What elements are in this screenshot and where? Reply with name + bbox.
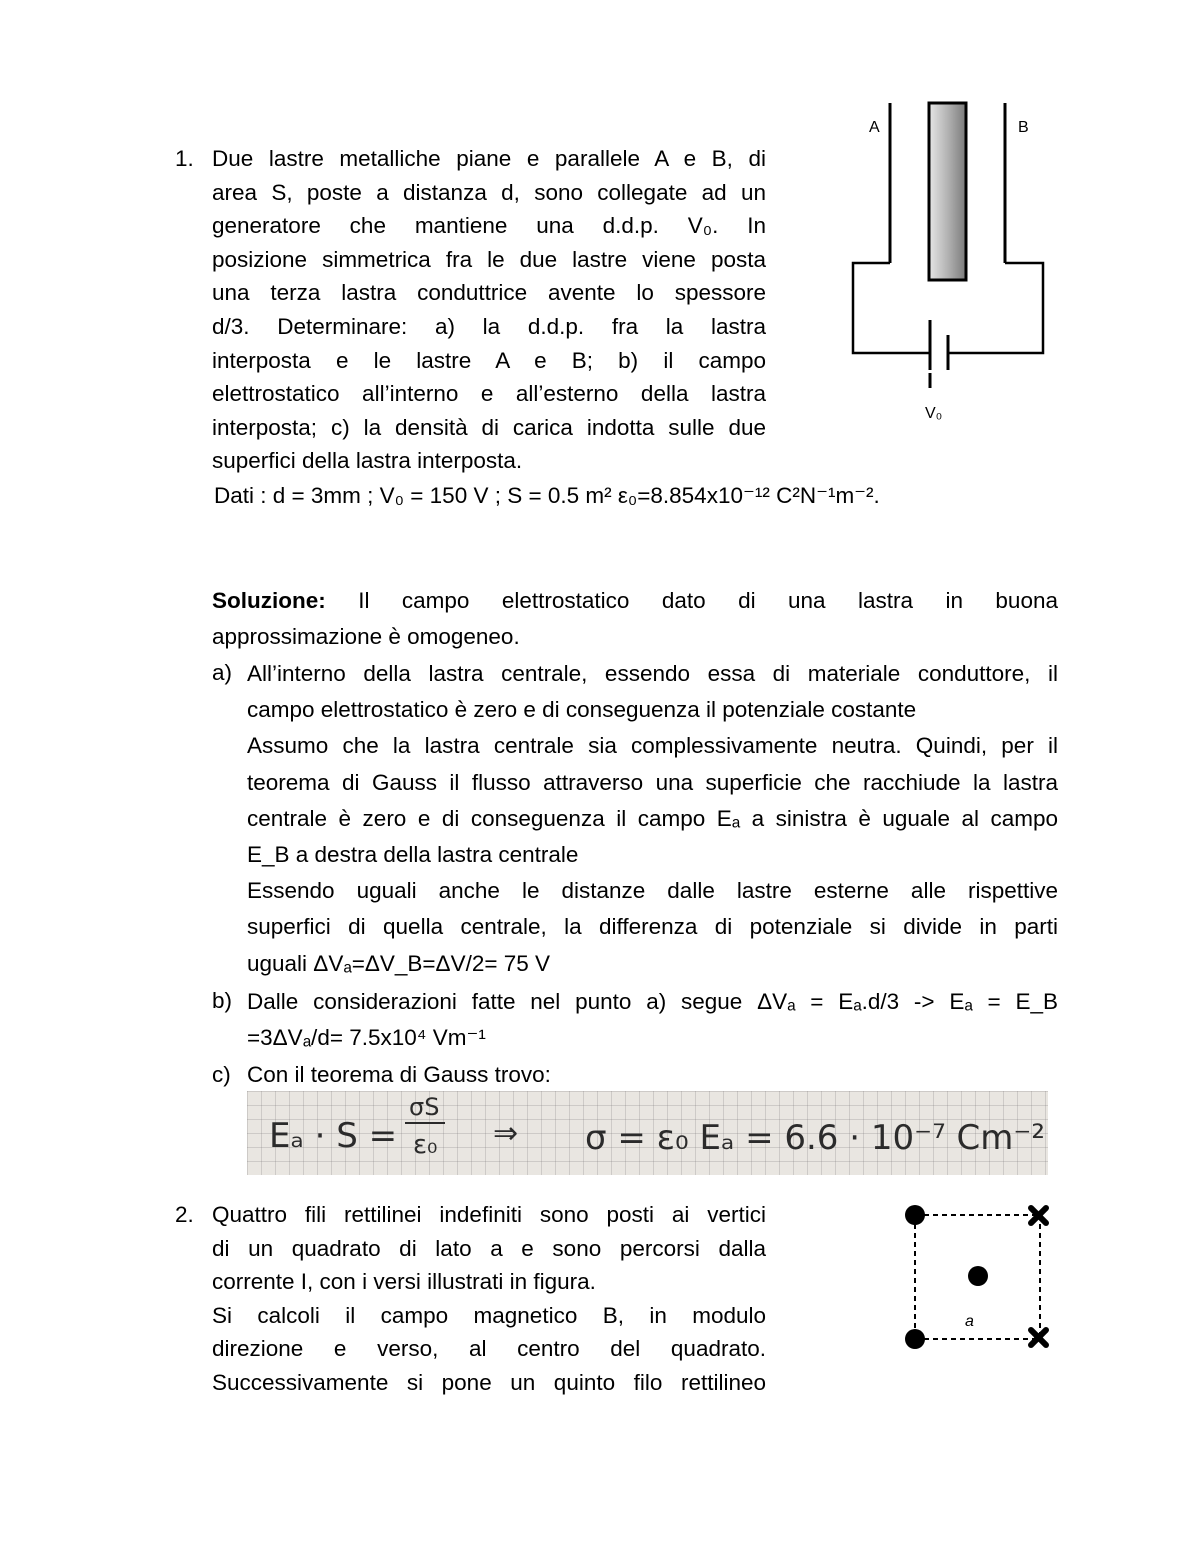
problem-2-text xyxy=(212,1198,766,1400)
wire-cross-bottom-right xyxy=(1031,1330,1046,1345)
solution-heading: Soluzione: xyxy=(212,588,326,613)
wires-square-figure xyxy=(895,1195,1065,1365)
hand-arrow: ⇒ xyxy=(493,1116,519,1151)
wire-dot-bottom-left xyxy=(905,1329,925,1349)
item-b-marker: b) xyxy=(212,988,233,1013)
label-a: A xyxy=(869,119,880,136)
hand-left: Eₐ · S = xyxy=(269,1116,398,1156)
text-line: teorema di Gauss il flusso attraverso una superficie che racchiude la lastra xyxy=(247,769,1058,795)
solution-intro xyxy=(212,584,1058,618)
text-line: Essendo uguali anche le distanze dalle lastre esterne alle rispettive xyxy=(247,878,1058,904)
text-line: area S, poste a distanza d, sono collegate ad un xyxy=(212,179,766,205)
text-line: All’interno della lastra centrale, essendo essa di materiale conduttore, il xyxy=(247,661,1058,686)
handwritten-formula xyxy=(247,1091,1048,1175)
capacitor-figure xyxy=(845,95,1055,425)
text-line: Due lastre metalliche piane e parallele A e B, di xyxy=(212,146,766,171)
text-line: campo elettrostatico è zero e di conseguenza il potenziale costante xyxy=(247,697,917,723)
wire-dot-top-left xyxy=(905,1205,925,1225)
solution-intro-text: Il campo elettrostatico dato di una lastra in buona xyxy=(325,588,1058,613)
item-c-marker: c) xyxy=(212,1062,231,1087)
item-a-marker: a) xyxy=(212,660,233,685)
text-line: posizione simmetrica fra le due lastre viene posta xyxy=(212,246,766,272)
text-line: Quattro fili rettilinei indefiniti sono posti ai vertici xyxy=(212,1202,766,1227)
text-line: direzione e verso, al centro del quadrato. xyxy=(212,1336,766,1362)
text-line: generatore che mantiene una d.d.p. V₀. In xyxy=(212,213,766,239)
text-line: d/3. Determinare: a) la d.d.p. fra la lastra xyxy=(212,313,766,339)
text-line: superfici della lastra interposta. xyxy=(212,448,523,474)
text-line: una terza lastra conduttrice avente lo spessore xyxy=(212,280,766,306)
label-b: B xyxy=(1018,119,1029,136)
side-label-a: a xyxy=(965,1313,974,1330)
item-c-text: Con il teorema di Gauss trovo: xyxy=(247,1062,551,1087)
text-line: interposta e le lastre A e B; b) il campo xyxy=(212,347,766,373)
problem-1-number: 1. xyxy=(175,146,194,171)
text-line: Successivamente si pone un quinto filo rettilineo xyxy=(212,1369,766,1395)
hand-fraction-numerator: σS xyxy=(409,1093,440,1121)
text-line: interposta; c) la densità di carica indotta sulle due xyxy=(212,414,766,440)
handwritten-formula-svg xyxy=(247,1091,1048,1175)
central-slab xyxy=(929,103,966,280)
problem-2-number: 2. xyxy=(175,1202,194,1227)
item-b-text xyxy=(247,984,1058,1056)
text-line: di un quadrato di lato a e sono percorsi dalla xyxy=(212,1235,766,1261)
hand-fraction-denominator: ε₀ xyxy=(413,1130,438,1160)
text-line: centrale è zero e di conseguenza il campo Eₐ a sinistra è uguale al campo xyxy=(247,805,1058,831)
text-line: superfici di quella centrale, la differenza di potenziale si divide in parti xyxy=(247,914,1058,940)
text-line: uguali ΔVₐ=ΔV_B=ΔV/2= 75 V xyxy=(247,950,551,976)
hand-right: σ = ε₀ Eₐ = 6.6 · 10⁻⁷ Cm⁻² xyxy=(585,1118,1045,1158)
text-line: corrente I, con i versi illustrati in figura. xyxy=(212,1269,596,1295)
center-dot xyxy=(968,1266,988,1286)
text-line: elettrostatico all’interno e all’esterno della lastra xyxy=(212,381,766,407)
wire-left xyxy=(853,263,930,353)
problem-1-data: Dati : d = 3mm ; V₀ = 150 V ; S = 0.5 m² ε₀=8.854x10⁻¹² C²N⁻¹m⁻². xyxy=(214,483,880,508)
text-line: Assumo che la lastra centrale sia complessivamente neutra. Quindi, per il xyxy=(247,733,1058,759)
solution-intro-line2: approssimazione è omogeneo. xyxy=(212,624,520,649)
text-line: E_B a destra della lastra centrale xyxy=(247,842,579,868)
label-v0: V₀ xyxy=(925,405,943,422)
text-line: =3ΔVₐ/d= 7.5x10⁴ Vm⁻¹ xyxy=(247,1025,486,1051)
text-line: Dalle considerazioni fatte nel punto a) segue ΔVₐ = Eₐ.d/3 -> Eₐ = E_B xyxy=(247,989,1058,1014)
item-a-text xyxy=(247,656,1058,982)
problem-1-text xyxy=(212,142,766,478)
text-line: Si calcoli il campo magnetico B, in modulo xyxy=(212,1302,766,1328)
